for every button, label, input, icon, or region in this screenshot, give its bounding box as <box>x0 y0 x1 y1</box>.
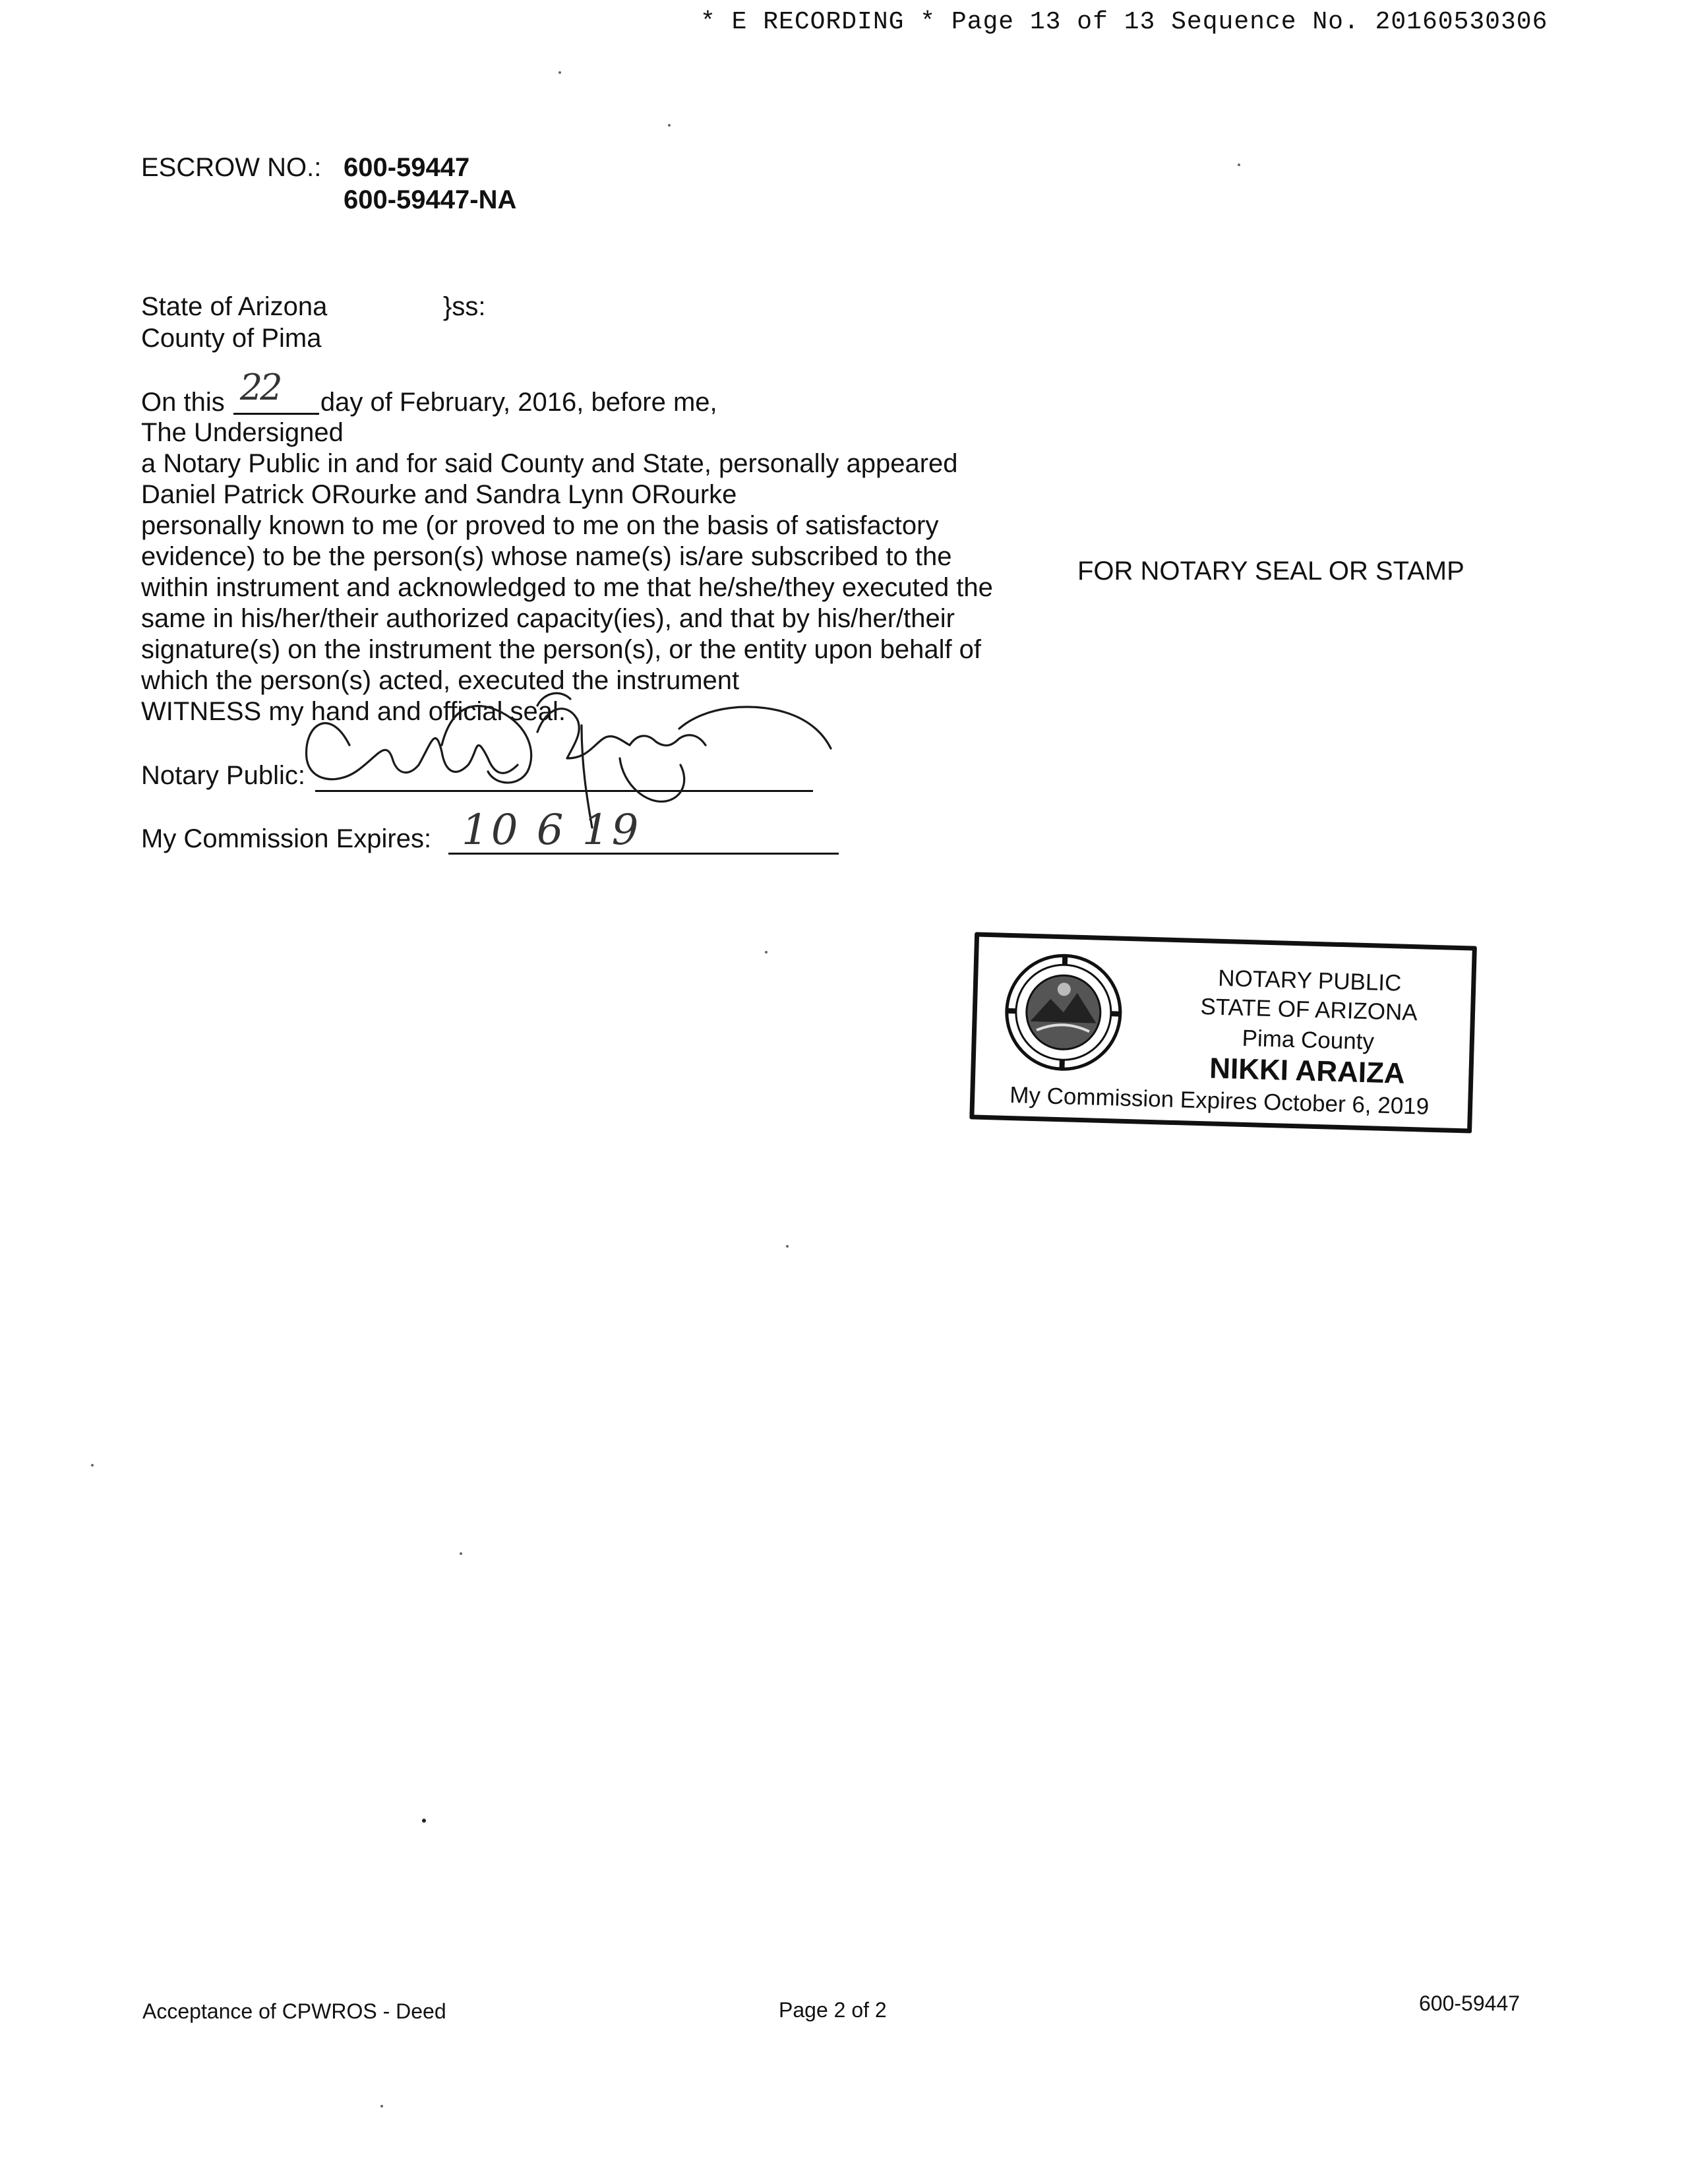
venue-ss-mark: }ss: <box>443 292 486 321</box>
notary-stamp <box>969 932 1476 1137</box>
on-this-label: On this <box>141 388 225 417</box>
ack-line: a Notary Public in and for said County and State, personally appeared <box>141 449 958 478</box>
stamp-title: NOTARY PUBLIC <box>1217 965 1402 996</box>
footer-page-number: Page 2 of 2 <box>779 1998 887 2022</box>
ack-line: evidence) to be the person(s) whose name(s) is/are subscribed to the <box>141 542 952 571</box>
stamp-county: Pima County <box>1242 1025 1375 1055</box>
stamp-notary-name: NIKKI ARAIZA <box>1209 1052 1406 1090</box>
day-handwritten: 22 <box>239 367 280 408</box>
escrow-label: ESCROW NO.: <box>141 153 322 182</box>
ack-line: Daniel Patrick ORourke and Sandra Lynn ORourke <box>141 480 737 509</box>
commission-label: My Commission Expires: <box>141 824 432 853</box>
stamp-state: STATE OF ARIZONA <box>1199 994 1418 1026</box>
ack-line: personally known to me (or proved to me on the basis of satisfactory <box>141 511 939 540</box>
footer-escrow-number: 600-59447 <box>1419 1991 1521 2015</box>
seal-area-label: FOR NOTARY SEAL OR STAMP <box>1077 557 1464 586</box>
recording-header: * E RECORDING * Page 13 of 13 Sequence No. 20160530306 <box>700 8 1548 36</box>
scan-speck <box>765 951 768 954</box>
scan-speck <box>1238 164 1240 166</box>
ack-line: within instrument and acknowledged to me that he/she/they executed the <box>141 573 993 602</box>
scan-speck <box>558 71 561 74</box>
ack-line: The Undersigned <box>141 418 344 447</box>
notary-public-label: Notary Public: <box>141 761 305 790</box>
scan-speck <box>91 1464 94 1467</box>
venue-county: County of Pima <box>141 324 322 353</box>
commission-handwritten-date: 10 6 19 <box>462 806 642 855</box>
stamp-expiry: My Commission Expires October 6, 2019 <box>1009 1082 1430 1120</box>
scan-speck <box>786 1245 789 1248</box>
ack-line: same in his/her/their authorized capacity(ies), and that by his/her/their <box>141 604 955 633</box>
day-blank <box>233 367 319 415</box>
scan-speck <box>460 1552 462 1555</box>
scan-speck <box>422 1819 426 1823</box>
scan-speck <box>380 2105 383 2108</box>
ack-date-line <box>141 367 993 417</box>
ack-line: WITNESS my hand and official seal. <box>141 697 566 726</box>
scan-speck <box>668 124 671 127</box>
footer-document-title: Acceptance of CPWROS - Deed <box>142 1999 446 2023</box>
venue-state: State of Arizona <box>141 292 328 321</box>
ack-line: signature(s) on the instrument the person(s), or the entity upon behalf of <box>141 635 982 664</box>
state-seal-icon <box>1002 952 1124 1074</box>
escrow-number: 600-59447 <box>344 153 470 182</box>
day-rest-text: day of February, 2016, before me, <box>320 388 717 417</box>
escrow-number-na: 600-59447-NA <box>344 185 517 214</box>
ack-line: which the person(s) acted, executed the instrument <box>141 666 740 695</box>
